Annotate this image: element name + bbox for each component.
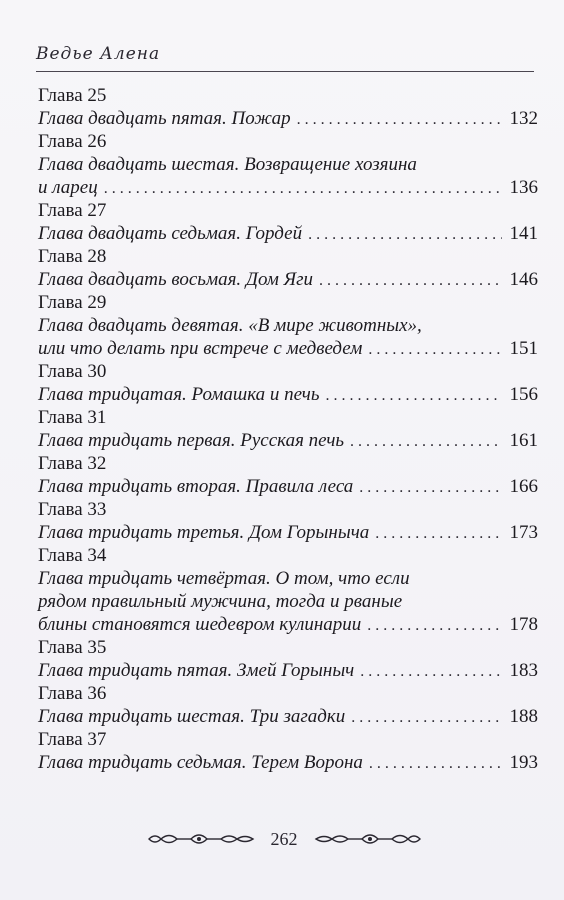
chapter-title: и ларец [38,177,98,198]
toc-entry [38,199,538,245]
chapter-title-line [38,567,538,590]
toc-entry [38,498,538,544]
dot-leader [319,269,502,292]
ornament-left-icon [147,830,259,848]
chapter-number: Глава 30 [38,361,107,382]
toc-entry [38,406,538,452]
chapter-title: блины становятся шедевром кулинарии [38,614,362,635]
chapter-title-line [38,314,538,337]
toc-entry [38,245,538,291]
chapter-number: Глава 33 [38,499,107,520]
table-of-contents [38,84,538,774]
chapter-number: Глава 31 [38,407,107,428]
chapter-title-line [38,521,538,544]
dot-leader [104,177,502,200]
chapter-title-line [38,383,538,406]
page-ref: 141 [509,223,538,244]
chapter-title: Глава тридцать вторая. Правила леса [38,476,354,497]
chapter-title: Глава тридцатая. Ромашка и печь [38,384,320,405]
chapter-title-line [38,222,538,245]
toc-entry [38,682,538,728]
chapter-title-line [38,590,538,613]
chapter-number: Глава 36 [38,683,107,704]
chapter-title: Глава тридцать четвёртая. О том, что если [38,568,410,589]
dot-leader [368,338,502,361]
author-name: Ведье Алена [36,44,161,64]
chapter-title: Глава тридцать пятая. Змей Горыныч [38,660,355,681]
dot-leader [360,660,502,683]
dot-leader [369,752,502,775]
chapter-title-line [38,153,538,176]
page-ref: 173 [509,522,538,543]
toc-entry [38,452,538,498]
chapter-title: Глава тридцать шестая. Три загадки [38,706,346,727]
chapter-title-line [38,268,538,291]
page-ref: 188 [509,706,538,727]
page-ref: 183 [509,660,538,681]
chapter-title: Глава тридцать седьмая. Терем Ворона [38,752,363,773]
chapter-number: Глава 29 [38,292,107,313]
chapter-title-line [38,659,538,682]
chapter-title-line [38,613,538,636]
chapter-number: Глава 34 [38,545,107,566]
toc-entry [38,636,538,682]
page-ref: 132 [509,108,538,129]
chapter-title: Глава двадцать восьмая. Дом Яги [38,269,314,290]
toc-entry [38,291,538,360]
dot-leader [326,384,502,407]
dot-leader [350,430,502,453]
page-ref: 146 [509,269,538,290]
chapter-title-line [38,705,538,728]
chapter-title-line [38,107,538,130]
chapter-title: Глава двадцать девятая. «В мире животных», [38,315,422,336]
dot-leader [375,522,502,545]
page-ref: 166 [509,476,538,497]
page-ref: 156 [509,384,538,405]
chapter-title-line [38,429,538,452]
toc-entry [38,728,538,774]
dot-leader [351,706,502,729]
chapter-number: Глава 35 [38,637,107,658]
toc-entry [38,360,538,406]
chapter-title-line [38,337,538,360]
toc-entry [38,544,538,636]
chapter-title: Глава тридцать третья. Дом Горыныча [38,522,370,543]
page-ref: 136 [509,177,538,198]
dot-leader [297,108,502,131]
chapter-title-line [38,475,538,498]
page-number: 262 [270,828,298,849]
chapter-title: или что делать при встрече с медведем [38,338,363,359]
chapter-title: Глава двадцать пятая. Пожар [38,108,291,129]
chapter-number: Глава 25 [38,85,107,106]
page-ref: 161 [509,430,538,451]
page-ref: 193 [509,752,538,773]
toc-entry [38,130,538,199]
chapter-title: рядом правильный мужчина, тогда и рваные [38,591,403,612]
header-rule [36,71,534,72]
chapter-number: Глава 28 [38,246,107,267]
chapter-number: Глава 32 [38,453,107,474]
toc-entry [38,84,538,130]
chapter-title-line [38,751,538,774]
chapter-number: Глава 26 [38,131,107,152]
page-ref: 178 [509,614,538,635]
chapter-number: Глава 27 [38,200,107,221]
chapter-title-line [38,176,538,199]
page-ref: 151 [509,338,538,359]
dot-leader [359,476,502,499]
chapter-number: Глава 37 [38,729,107,750]
running-header [36,44,534,70]
page-footer [134,826,434,852]
dot-leader [367,614,502,637]
ornament-right-icon [310,830,422,848]
chapter-title: Глава двадцать шестая. Возвращение хозяина [38,154,417,175]
chapter-title: Глава тридцать первая. Русская печь [38,430,345,451]
dot-leader [308,223,502,246]
chapter-title: Глава двадцать седьмая. Гордей [38,223,303,244]
